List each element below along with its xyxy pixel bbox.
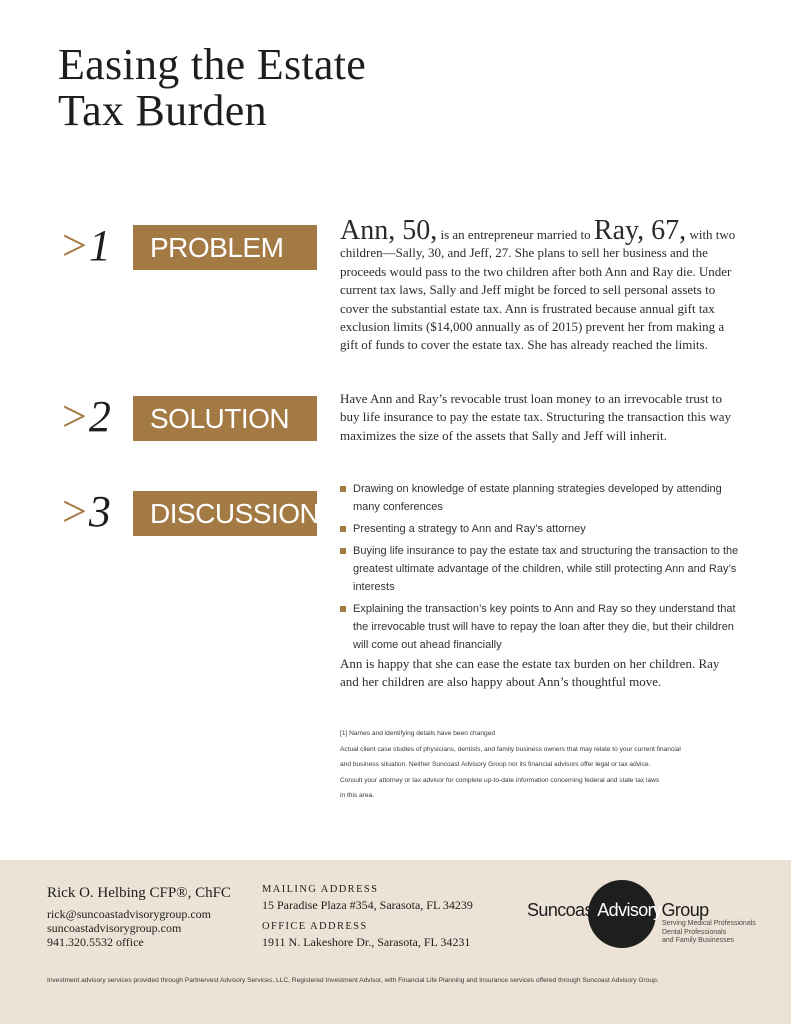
solution-text: Have Ann and Ray’s revocable trust loan money to an irrevocable trust to buy life insurance to pay the estate tax. Structuring the transaction this way maximizes the size of the assets that Sally and Jeff will inherit. [340, 391, 731, 443]
section-label-solution: SOLUTION [133, 396, 317, 441]
closing-text: Ann is happy that she can ease the estate tax burden on her children. Ray and her children are also happy about Ann’s thoughtful move. [340, 656, 720, 690]
list-item: Presenting a strategy to Ann and Ray’s attorney [340, 520, 740, 538]
footnote-line: in this area. [340, 792, 375, 799]
footnotes [340, 726, 760, 804]
bullet-square-icon [340, 526, 346, 532]
list-item: Buying life insurance to pay the estate tax and structuring the transaction to the greatest ultimate advantage of the children, while still protecting Ann and Ray’s interests [340, 542, 740, 596]
section-number-1: >1 [62, 221, 111, 270]
bullet-square-icon [340, 548, 346, 554]
list-item: Explaining the transaction’s key points to Ann and Ray so they understand that the irrevocable trust will have to repay the loan after they die, but their children will come out ahead financially [340, 600, 740, 654]
section-label-problem: PROBLEM [133, 225, 317, 270]
company-logo: SuncoastAdvisoryGroup [527, 900, 709, 920]
bullet-square-icon [340, 606, 346, 612]
page-title [58, 42, 366, 134]
section-number-2: >2 [62, 392, 111, 441]
footnote-line: and business situation. Neither Suncoast Advisory Group nor its financial advisors offer legal or tax advice. [340, 761, 651, 768]
logo-tagline: Serving Medical Professionals Dental Professionals and Family Businesses [662, 920, 756, 944]
section-label-discussion: DISCUSSION [133, 491, 317, 536]
section-number-3: >3 [62, 487, 111, 536]
title-line-2: Tax Burden [58, 86, 267, 135]
title-line-1: Easing the Estate [58, 40, 367, 89]
problem-text: Ann, 50, is an entrepreneur married to Ray, 67, with two children—Sally, 30, and Jeff, 27. She plans to sell her business and the proceeds would pass to the two children after both Ann and Ray die. Under current tax laws, Sally and Jeff might be forced to sell personal assets to cover the substantial estate tax. Ann is frustrated because annual gift tax exclusion limits ($14,000 annually as of 2015) prevent her from making a gift of funds to cover the estate tax. She has already reached the limits. [340, 215, 736, 353]
list-item: Drawing on knowledge of estate planning strategies developed by attending many conferences [340, 480, 740, 516]
disclaimer: Investment advisory services provided through Partnervest Advisory Services, LLC, Registered Investment Advisor, with Financial Life Planning and Insurance services offered through Suncoast Advisory Group. [47, 977, 659, 984]
footnote-line: Consult your attorney or tax advisor for complete up-to-date information concerning federal and state tax laws [340, 776, 660, 784]
discussion-bullets [340, 480, 740, 658]
footnote-line: Actual client case studies of physicians, dentists, and family business owners that may relate to your current financial [340, 745, 681, 753]
advisor-email[interactable]: rick@suncoastadvisorygroup.com [47, 907, 212, 921]
advisor-phone: 941.320.5532 office [47, 935, 144, 949]
advisor-website[interactable]: suncoastadvisorygroup.com [47, 921, 182, 935]
bullet-square-icon [340, 486, 346, 492]
mailing-address-heading: MAILING ADDRESS [262, 884, 379, 895]
mailing-address: 15 Paradise Plaza #354, Sarasota, FL 34239 [262, 898, 473, 912]
advisor-name: Rick O. Helbing CFP®, ChFC [47, 885, 231, 901]
office-address: 1911 N. Lakeshore Dr., Sarasota, FL 34231 [262, 935, 471, 949]
client-name-ray: Ray, 67, [593, 215, 687, 246]
client-name-ann: Ann, 50, [340, 215, 438, 246]
office-address-heading: OFFICE ADDRESS [262, 921, 368, 932]
footer [0, 860, 791, 1024]
footnote-line: [1] Names and identifying details have been changed [340, 730, 496, 737]
